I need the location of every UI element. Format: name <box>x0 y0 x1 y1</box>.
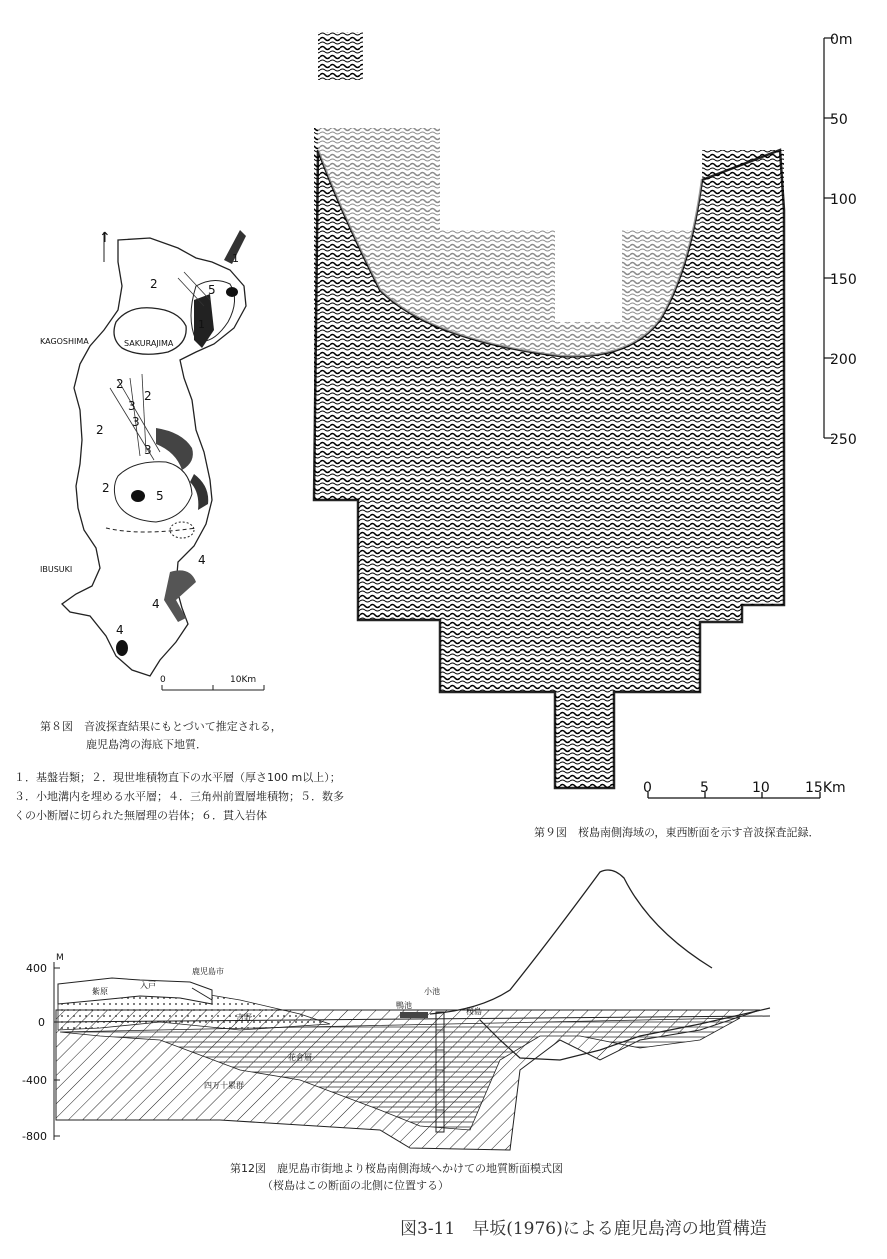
zone-label-1b: 1 <box>198 318 205 331</box>
delta-boundary <box>106 528 196 532</box>
zone-label-6: 6 <box>134 490 141 503</box>
intrusion-south <box>116 640 128 656</box>
label-iriku: 入戸 <box>140 981 156 990</box>
fig9-caption: 第９図 桜島南側海域の，東西断面を示す音波探査記録． <box>534 826 820 839</box>
y-tick-400: 400 <box>26 962 47 975</box>
depth-tick-50: 50 <box>830 112 848 128</box>
zone-label-5a: 5 <box>208 283 216 297</box>
fig8-caption <box>20 718 350 754</box>
zone-label-4c: 4 <box>116 623 124 637</box>
north-arrow: ↑ <box>99 230 111 246</box>
scale9-ten: 10 <box>752 780 770 796</box>
dotted-area <box>170 522 194 538</box>
fig8-caption-line1: 第８図 音波探査結果にもとづいて推定される， <box>40 720 282 733</box>
pier <box>400 1012 428 1018</box>
zone-label-3b: 3 <box>132 415 140 429</box>
y-tick-minus400: -400 <box>22 1074 47 1087</box>
zone-label-3a: 3 <box>128 399 136 413</box>
fig8-caption-line2: 鹿児島湾の海底下地質． <box>86 738 207 751</box>
seismic-top-strip <box>318 32 363 80</box>
scale9-five: 5 <box>700 780 709 796</box>
depth-tick-100: 100 <box>830 192 857 208</box>
depth-tick-200: 200 <box>830 352 857 368</box>
fig12-caption-line1: 第12図 鹿児島市街地より桜島南側海域へかけての地質断面模式図 <box>230 1162 563 1175</box>
y-tick-0: 0 <box>38 1016 45 1029</box>
intrusion-north <box>226 287 238 297</box>
scale9-end: 15Km <box>805 780 846 796</box>
label-ishiki: 吉野 <box>236 1013 252 1022</box>
sakurajima-profile <box>430 870 712 1014</box>
zone-label-4b: 4 <box>152 597 160 611</box>
figure-title: 図3-11 早坂(1976)による鹿児島湾の地質構造 <box>400 1219 767 1239</box>
basement-band-central <box>156 428 193 470</box>
fig9-seismic <box>314 32 834 798</box>
y-unit: M <box>56 953 64 963</box>
depth-tick-0: 0m <box>830 32 853 48</box>
scale9-zero: 0 <box>643 780 652 796</box>
label-hanakura: 花倉層 <box>288 1053 312 1062</box>
fig12-caption <box>230 1160 563 1194</box>
label-kojiki: 小池 <box>424 987 440 996</box>
scale-bar-8 <box>162 685 264 690</box>
scale8-end: 10Km <box>230 675 257 685</box>
scale8-zero: 0 <box>160 675 166 685</box>
zone-label-1a: 1 <box>232 252 239 265</box>
depth-axis <box>824 38 834 438</box>
fig12-caption-line2: （桜島はこの断面の北側に位置する） <box>262 1179 449 1192</box>
label-kagoshima: KAGOSHIMA <box>40 337 89 346</box>
zone-5-outline-central <box>114 462 192 522</box>
zone-label-2e: 2 <box>102 481 110 495</box>
label-sakurajima: SAKURAJIMA <box>124 339 174 348</box>
label-kagoshima-city: 鹿児島市 <box>192 967 224 976</box>
zone-label-3c: 3 <box>144 443 152 457</box>
zone-label-4a: 4 <box>198 553 206 567</box>
label-shimanto: 四万十累群 <box>204 1081 244 1090</box>
fig8-map <box>62 230 264 690</box>
fig8-legend: １．基盤岩類；２．現世堆積物直下の水平層（厚さ100 m以上）；３．小地溝内を埋める水平層；４．三角州前置層堆積物；５．数多くの小断層に切られた無層理の岩体；６．貫入岩体 <box>14 771 344 822</box>
zone-label-2c: 2 <box>144 389 152 403</box>
scale-bar-9 <box>648 792 820 798</box>
zone-label-5b: 5 <box>156 489 164 503</box>
basement-band-east <box>190 474 208 510</box>
basement-band-south <box>164 570 196 622</box>
label-sakurajima-section: 桜島 <box>466 1007 482 1016</box>
label-kamoike: 鴨池 <box>396 1001 412 1010</box>
fig12-section <box>54 870 770 1150</box>
zone-label-2d: 2 <box>96 423 104 437</box>
label-ibusuki: IBUSUKI <box>40 565 73 574</box>
label-kashin: 紫原 <box>92 987 108 996</box>
depth-tick-150: 150 <box>830 272 857 288</box>
depth-tick-250: 250 <box>830 432 857 448</box>
zone-label-2a: 2 <box>150 277 158 291</box>
y-tick-minus800: -800 <box>22 1130 47 1143</box>
zone-label-2b: 2 <box>116 377 124 391</box>
